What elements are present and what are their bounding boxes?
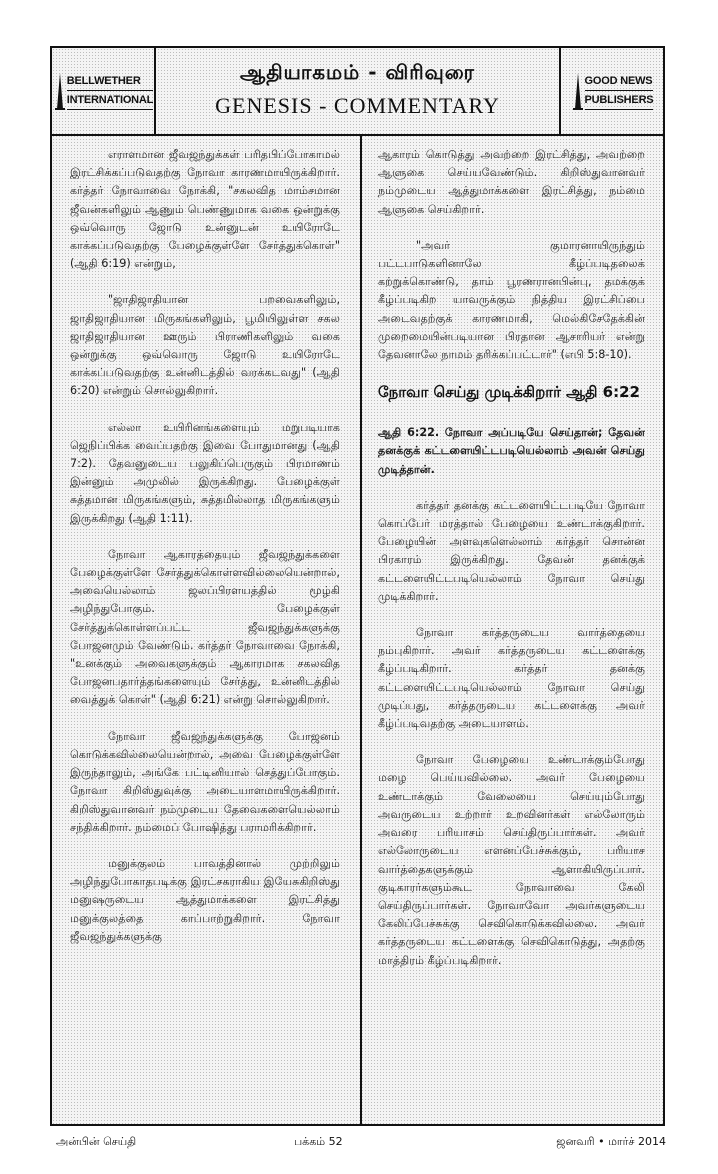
title-english: GENESIS - COMMENTARY (215, 93, 500, 118)
tower-icon (53, 71, 67, 111)
right-paragraph: கர்த்தர் தனக்கு கட்டளையிட்டபடியே நோவா கொப்பேர் மரத்தால் பேழையை உண்டாக்குகிறார். பேழையின் அளவுகளெல்லாம் கர்த்தர் சொன்ன பிரகாரம் இருக்கிறது. தேவன் தனக்குக் கட்டளையிட்டபடியெல்லாம் நோவா செய்து முடிக்கிறார். (378, 498, 645, 603)
left-paragraph: நோவா ஜீவஜந்துக்களுக்கு போஜனம் கொடுக்கவில்லையென்றால், அவை பேழைக்குள்ளே இருந்தாலும், அங்கே பட்டினியால் செத்துப்போகும். நோவா கிறிஸ்துவுக்கு அடையாளமாயிருக்கிறார். கிறிஸ்துவானவர் நம்முடைய தேவைகளையெல்லாம் சந்திக்கிறார். நம்மைப் போஷித்து பராமரிக்கிறார். (70, 729, 340, 834)
logo-right-line-1: GOOD NEWS (585, 72, 654, 91)
footer-page-number: பக்கம் 52 (294, 1135, 343, 1148)
logo-left-line-1: BELLWETHER (67, 72, 153, 91)
footer-publication: அன்பின் செய்தி (56, 1135, 137, 1148)
right-paragraph: நோவா கர்த்தருடைய வார்த்தையை நம்புகிறார். அவர் கர்த்தருடைய கட்டளைக்கு கீழ்ப்படிகிறார். கர்த்தர் தனக்கு கட்டளையிட்டபடியெல்லாம் நோவா செய்து முடிப்பது, கர்த்தருடைய கட்டளைக்கு அவர் கீழ்ப்படிவதற்கு அடையாளம். (378, 626, 645, 731)
tower-icon (571, 71, 585, 111)
section-heading: நோவா செய்து முடிக்கிறார் ஆதி 6:22 (378, 383, 640, 402)
page-title (156, 48, 559, 134)
right-paragraph: "அவர் குமாரனாயிருந்தும் பட்டபாடுகளினாலே கீழ்ப்படிதலைக் கற்றுக்கொண்டு, தாம் பூரணரானபின்பு, தமக்குக் கீழ்ப்படிகிற யாவருக்கும் நித்திய இரட்சிப்பை அடைவதற்குக் காரணமாகி, மெல்கிசேதேக்கின் முறைமையின்படியான பிரதான ஆசாரியர் என்று தேவனாலே நாமம் தரிக்கப்பட்டார்" (எபி 5:8-10). (378, 238, 645, 362)
page-frame (50, 46, 665, 1126)
bellwether-logo (52, 48, 156, 134)
left-paragraph: மனுக்குலம் பாவத்தினால் முற்றிலும் அழிந்துபோகாதபடிக்கு இரட்சகராகிய இயேசுகிறிஸ்து மனுஷருடைய ஆத்துமாக்களை இரட்சித்து மனுக்குலத்தை காப்பாற்றுகிறார். நோவா ஜீவஜந்துக்களுக்கு (70, 856, 340, 943)
left-column (52, 136, 362, 1124)
page-footer (56, 1135, 666, 1155)
left-paragraph: "ஜாதிஜாதியான பறவைகளிலும், ஜாதிஜாதியான மிருகங்களிலும், பூமியிலுள்ள சகல ஜாதிஜாதியான ஊரும் பிராணிகளிலும் வகை ஒன்றுக்கு ஒவ்வொரு ஜோடு உயிரோடே காக்கப்படுவதற்கு உன்னிடத்தில் வரக்கடவது" (ஆதி 6:20) என்றும் சொல்லுகிறார். (70, 293, 340, 398)
left-paragraph: எல்லா உயிரினங்களையும் மறுபடியாக ஜெநிப்பிக்க வைப்பதற்கு இவை போதுமானது (ஆதி 7:2). தேவனுடைய பலுகிப்பெருகும் பிரமாணம் இன்னும் அமுலில் இருக்கிறது. பேழைக்குள் சுத்தமான மிருகங்களும், சுத்தமில்லாத மிருகங்களும் இருக்கிறது (ஆதி 1:11). (70, 420, 340, 525)
right-column (362, 136, 663, 1124)
left-paragraph: நோவா ஆகாரத்தையும் ஜீவஜந்துக்களை பேழைக்குள்ளே சேர்த்துக்கொள்ளவில்லையென்றால், அவையெல்லாம் ஜலப்பிரளயத்தில் மூழ்கி அழிந்துபோகும். பேழைக்குள் சேர்த்துக்கொள்ளப்பட்ட ஜீவஜந்துக்களுக்கு போஜனமும் வேண்டும். கர்த்தர் நோவாவை நோக்கி, "உனக்கும் அவைகளுக்கும் ஆகாரமாக சகலவித போஜனபதார்த்தங்களையும் சேர்த்து, உன்னிடத்தில் வைத்துக் கொள்" (ஆதி 6:21) என்று சொல்லுகிறார். (70, 547, 340, 707)
logo-left-line-2: INTERNATIONAL (67, 91, 153, 110)
left-paragraph: எராளமான ஜீவஜந்துக்கள் பரிதபிப்போகாமல் இரட்சிக்கப்படுவதற்கு நோவா காரணமாயிருக்கிறார். கர்த்தர் நோவாவை நோக்கி, "சகலவித மாம்சமான ஜீவன்களிலும் ஆணும் பெண்ணுமாக வகை ஒன்றுக்கு ஒவ்வொரு ஜோடு உன்னுடன் உயிரோடே காக்கப்படுவதற்கு பேழைக்குள்ளே சேர்த்துக்கொள்" (ஆதி 6:19) என்றும், (70, 148, 340, 271)
page-header (52, 48, 663, 136)
right-paragraph: நோவா பேழையை உண்டாக்கும்போது மழை பெய்யவில்லை. அவர் பேழையை உண்டாக்கும் வேலையை செய்யும்போது அவருடைய உற்றார் உறவினர்கள் எல்லோரும் அவரை பரியாசம் செய்திருப்பார்கள். அவர் எல்லோருடைய எளனப்பேச்சுக்கும், பரியாச வார்த்தைகளுக்கும் ஆளாகியிருப்பார். குடிகாரர்களும்கூட நோவாவை கேலி செய்திருப்பார்கள். நோவாவோ அவர்களுடைய கேலிப்பேச்சுக்கு செவிகொடுக்கவில்லை. அவர் கர்த்தருடைய கட்டளைக்கு செவிகொடுத்து, அதற்கு மாத்திரம் கீழ்ப்படிகிறார். (378, 753, 645, 967)
title-tamil: ஆதியாகமம் - விரிவுரை (239, 60, 476, 84)
logo-right-line-2: PUBLISHERS (585, 91, 654, 110)
footer-date: ஜனவரி • மார்ச் 2014 (556, 1135, 666, 1148)
right-paragraph: ஆகாரம் கொடுத்து அவற்றை இரட்சித்து, அவற்றை ஆளுகை செய்யவேண்டும். கிறிஸ்துவானவர் நம்முடைய ஆத்துமாக்களை இரட்சித்து, நம்மை ஆளுகை செய்கிறார். (378, 148, 645, 216)
verse-quote: ஆதி 6:22. நோவா அப்படியே செய்தான்; தேவன் தனக்குக் கட்டளையிட்டபடியெல்லாம் அவன் செய்து முடித்தான். (378, 426, 645, 476)
good-news-logo (559, 48, 663, 134)
